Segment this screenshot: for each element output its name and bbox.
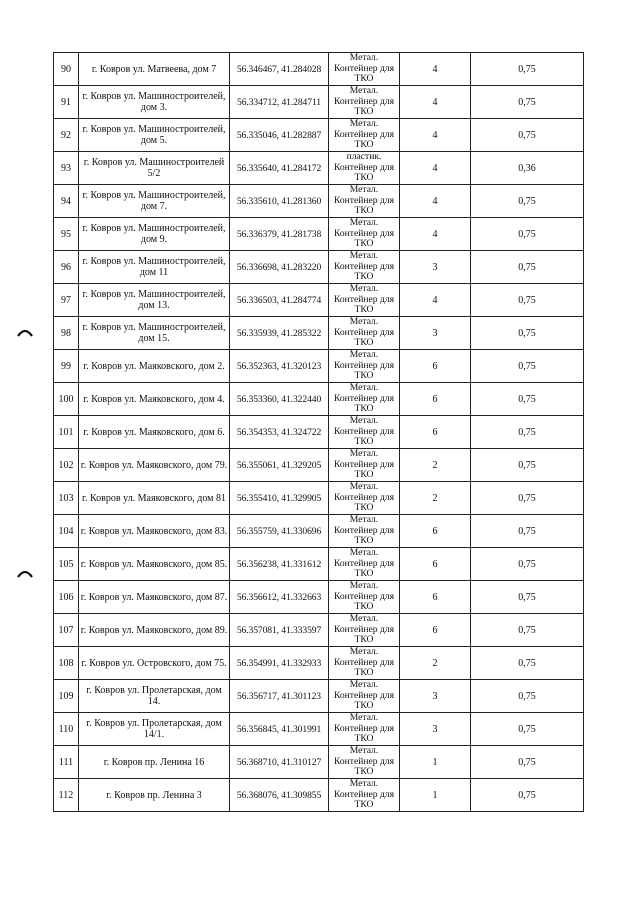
address-cell: г. Ковров ул. Маяковского, дом 87. (79, 581, 230, 614)
container-material: Метал. (349, 547, 379, 559)
container-material: Метал. (349, 283, 379, 295)
container-material: Метал. (349, 217, 379, 229)
container-waste-type: ТКО (354, 667, 374, 679)
container-volume-cell: 0,75 (471, 218, 584, 251)
table-row (54, 647, 584, 680)
coordinates-cell: 56.335939, 41.285322 (230, 317, 329, 350)
container-type-cell (329, 548, 400, 581)
container-type-cell (329, 416, 400, 449)
table-row (54, 185, 584, 218)
container-kind: Контейнер для (333, 260, 395, 272)
row-number: 104 (54, 515, 79, 548)
binding-hole-mark (17, 327, 33, 337)
row-number: 94 (54, 185, 79, 218)
container-waste-type: ТКО (354, 337, 374, 349)
table-row (54, 515, 584, 548)
container-count-cell: 3 (400, 713, 471, 746)
table-row (54, 713, 584, 746)
container-material: Метал. (349, 481, 379, 493)
container-waste-type: ТКО (354, 568, 374, 580)
table-row (54, 416, 584, 449)
container-material: Метал. (349, 514, 379, 526)
coordinates-cell: 56.356717, 41.301123 (230, 680, 329, 713)
address-cell: г. Ковров ул. Машиностроителей, дом 7. (79, 185, 230, 218)
table-row (54, 86, 584, 119)
container-material: Метал. (349, 382, 379, 394)
row-number: 106 (54, 581, 79, 614)
address-cell: г. Ковров ул. Маяковского, дом 2. (79, 350, 230, 383)
container-type-cell (329, 647, 400, 680)
container-material: Метал. (349, 85, 379, 97)
row-number: 109 (54, 680, 79, 713)
container-volume-cell: 0,36 (471, 152, 584, 185)
container-material: Метал. (349, 646, 379, 658)
address-cell: г. Ковров ул. Маяковского, дом 85. (79, 548, 230, 581)
container-type-cell (329, 284, 400, 317)
container-count-cell: 3 (400, 251, 471, 284)
container-kind: Контейнер для (333, 689, 395, 701)
coordinates-cell: 56.334712, 41.284711 (230, 86, 329, 119)
table-row (54, 284, 584, 317)
container-waste-type: ТКО (354, 601, 374, 613)
container-waste-type: ТКО (354, 205, 374, 217)
container-material: Метал. (349, 118, 379, 130)
container-count-cell: 4 (400, 185, 471, 218)
binding-hole-mark (17, 568, 33, 578)
container-kind: Контейнер для (333, 227, 395, 239)
row-number: 93 (54, 152, 79, 185)
table-row (54, 614, 584, 647)
address-cell: г. Ковров ул. Машиностроителей, дом 9. (79, 218, 230, 251)
container-volume-cell: 0,75 (471, 449, 584, 482)
row-number: 103 (54, 482, 79, 515)
coordinates-cell: 56.335640, 41.284172 (230, 152, 329, 185)
container-type-cell (329, 581, 400, 614)
container-kind: Контейнер для (333, 755, 395, 767)
container-type-cell (329, 515, 400, 548)
container-waste-type: ТКО (354, 502, 374, 514)
container-waste-type: ТКО (354, 106, 374, 118)
container-volume-cell: 0,75 (471, 713, 584, 746)
container-kind: Контейнер для (333, 128, 395, 140)
container-waste-type: ТКО (354, 634, 374, 646)
container-kind: Контейнер для (333, 359, 395, 371)
row-number: 97 (54, 284, 79, 317)
coordinates-cell: 56.356238, 41.331612 (230, 548, 329, 581)
container-count-cell: 6 (400, 614, 471, 647)
container-count-cell: 6 (400, 515, 471, 548)
coordinates-cell: 56.356845, 41.301991 (230, 713, 329, 746)
address-cell: г. Ковров ул. Машиностроителей, дом 3. (79, 86, 230, 119)
address-cell: г. Ковров ул. Пролетарская, дом 14/1. (79, 713, 230, 746)
container-volume-cell: 0,75 (471, 779, 584, 812)
container-type-cell (329, 482, 400, 515)
container-material: Метал. (349, 52, 379, 64)
coordinates-cell: 56.335046, 41.282887 (230, 119, 329, 152)
container-material: Метал. (349, 415, 379, 427)
row-number: 111 (54, 746, 79, 779)
container-type-cell (329, 449, 400, 482)
row-number: 96 (54, 251, 79, 284)
coordinates-cell: 56.335610, 41.281360 (230, 185, 329, 218)
address-cell: г. Ковров ул. Машиностроителей, дом 11 (79, 251, 230, 284)
table-row (54, 119, 584, 152)
container-material: Метал. (349, 712, 379, 724)
container-volume-cell: 0,75 (471, 317, 584, 350)
container-count-cell: 6 (400, 383, 471, 416)
container-type-cell (329, 251, 400, 284)
row-number: 90 (54, 53, 79, 86)
address-cell: г. Ковров ул. Островского, дом 75. (79, 647, 230, 680)
container-count-cell: 4 (400, 119, 471, 152)
container-kind: Контейнер для (333, 557, 395, 569)
coordinates-cell: 56.355759, 41.330696 (230, 515, 329, 548)
address-cell: г. Ковров ул. Машиностроителей, дом 15. (79, 317, 230, 350)
container-material: Метал. (349, 679, 379, 691)
address-cell: г. Ковров ул. Маяковского, дом 79. (79, 449, 230, 482)
coordinates-cell: 56.368076, 41.309855 (230, 779, 329, 812)
container-waste-type: ТКО (354, 535, 374, 547)
row-number: 91 (54, 86, 79, 119)
container-waste-type: ТКО (354, 304, 374, 316)
container-volume-cell: 0,75 (471, 614, 584, 647)
address-cell: г. Ковров пр. Ленина 16 (79, 746, 230, 779)
container-type-cell (329, 218, 400, 251)
container-count-cell: 4 (400, 53, 471, 86)
container-kind: Контейнер для (333, 722, 395, 734)
container-material: Метал. (349, 778, 379, 790)
coordinates-cell: 56.357081, 41.333597 (230, 614, 329, 647)
container-count-cell: 6 (400, 548, 471, 581)
container-material: Метал. (349, 316, 379, 328)
container-volume-cell: 0,75 (471, 53, 584, 86)
container-waste-type: ТКО (354, 766, 374, 778)
container-volume-cell: 0,75 (471, 548, 584, 581)
container-waste-type: ТКО (354, 271, 374, 283)
table-row (54, 152, 584, 185)
coordinates-cell: 56.352363, 41.320123 (230, 350, 329, 383)
container-volume-cell: 0,75 (471, 119, 584, 152)
container-material: пластик. (346, 151, 382, 163)
container-type-cell (329, 350, 400, 383)
container-count-cell: 2 (400, 482, 471, 515)
coordinates-cell: 56.336503, 41.284774 (230, 284, 329, 317)
row-number: 102 (54, 449, 79, 482)
container-material: Метал. (349, 745, 379, 757)
container-type-cell (329, 185, 400, 218)
table-row (54, 680, 584, 713)
container-volume-cell: 0,75 (471, 185, 584, 218)
container-waste-type: ТКО (354, 799, 374, 811)
address-cell: г. Ковров ул. Маяковского, дом 81 (79, 482, 230, 515)
container-volume-cell: 0,75 (471, 251, 584, 284)
table-row (54, 218, 584, 251)
row-number: 110 (54, 713, 79, 746)
container-count-cell: 2 (400, 647, 471, 680)
container-count-cell: 3 (400, 680, 471, 713)
table-row (54, 350, 584, 383)
coordinates-cell: 56.336698, 41.283220 (230, 251, 329, 284)
row-number: 98 (54, 317, 79, 350)
table-row (54, 482, 584, 515)
container-type-cell (329, 86, 400, 119)
container-kind: Контейнер для (333, 458, 395, 470)
row-number: 112 (54, 779, 79, 812)
container-kind: Контейнер для (333, 392, 395, 404)
container-count-cell: 2 (400, 449, 471, 482)
container-volume-cell: 0,75 (471, 482, 584, 515)
container-material: Метал. (349, 613, 379, 625)
row-number: 101 (54, 416, 79, 449)
container-waste-type: ТКО (354, 469, 374, 481)
container-waste-type: ТКО (354, 238, 374, 250)
address-cell: г. Ковров ул. Маяковского, дом 83. (79, 515, 230, 548)
container-kind: Контейнер для (333, 293, 395, 305)
container-volume-cell: 0,75 (471, 383, 584, 416)
container-count-cell: 1 (400, 746, 471, 779)
address-cell: г. Ковров ул. Матвеева, дом 7 (79, 53, 230, 86)
container-type-cell (329, 317, 400, 350)
container-kind: Контейнер для (333, 161, 395, 173)
coordinates-cell: 56.346467, 41.284028 (230, 53, 329, 86)
container-count-cell: 3 (400, 317, 471, 350)
container-volume-cell: 0,75 (471, 284, 584, 317)
table-body (54, 53, 584, 812)
container-waste-type: ТКО (354, 700, 374, 712)
table-row (54, 251, 584, 284)
container-count-cell: 4 (400, 218, 471, 251)
container-waste-type: ТКО (354, 370, 374, 382)
coordinates-cell: 56.354991, 41.332933 (230, 647, 329, 680)
coordinates-cell: 56.356612, 41.332663 (230, 581, 329, 614)
address-cell: г. Ковров пр. Ленина 3 (79, 779, 230, 812)
row-number: 107 (54, 614, 79, 647)
container-kind: Контейнер для (333, 62, 395, 74)
address-cell: г. Ковров ул. Маяковского, дом 6. (79, 416, 230, 449)
container-material: Метал. (349, 184, 379, 196)
table-row (54, 746, 584, 779)
container-count-cell: 6 (400, 416, 471, 449)
container-volume-cell: 0,75 (471, 416, 584, 449)
container-type-cell (329, 680, 400, 713)
table-row (54, 317, 584, 350)
container-volume-cell: 0,75 (471, 680, 584, 713)
address-cell: г. Ковров ул. Машиностроителей, дом 5. (79, 119, 230, 152)
container-material: Метал. (349, 349, 379, 361)
container-type-cell (329, 614, 400, 647)
container-kind: Контейнер для (333, 590, 395, 602)
container-kind: Контейнер для (333, 194, 395, 206)
container-count-cell: 4 (400, 152, 471, 185)
address-cell: г. Ковров ул. Машиностроителей 5/2 (79, 152, 230, 185)
address-cell: г. Ковров ул. Пролетарская, дом 14. (79, 680, 230, 713)
row-number: 105 (54, 548, 79, 581)
container-count-cell: 4 (400, 86, 471, 119)
table-row (54, 548, 584, 581)
container-type-cell (329, 119, 400, 152)
coordinates-cell: 56.336379, 41.281738 (230, 218, 329, 251)
container-waste-type: ТКО (354, 139, 374, 151)
container-volume-cell: 0,75 (471, 350, 584, 383)
container-type-cell (329, 713, 400, 746)
coordinates-cell: 56.353360, 41.322440 (230, 383, 329, 416)
container-kind: Контейнер для (333, 656, 395, 668)
container-sites-table (53, 52, 577, 812)
container-type-cell (329, 53, 400, 86)
container-count-cell: 4 (400, 284, 471, 317)
coordinates-cell: 56.368710, 41.310127 (230, 746, 329, 779)
container-material: Метал. (349, 448, 379, 460)
table (53, 52, 584, 812)
table-row (54, 449, 584, 482)
address-cell: г. Ковров ул. Маяковского, дом 89. (79, 614, 230, 647)
address-cell: г. Ковров ул. Маяковского, дом 4. (79, 383, 230, 416)
container-volume-cell: 0,75 (471, 515, 584, 548)
row-number: 92 (54, 119, 79, 152)
container-waste-type: ТКО (354, 73, 374, 85)
row-number: 99 (54, 350, 79, 383)
table-row (54, 53, 584, 86)
container-count-cell: 6 (400, 350, 471, 383)
container-material: Метал. (349, 250, 379, 262)
container-material: Метал. (349, 580, 379, 592)
container-count-cell: 6 (400, 581, 471, 614)
container-kind: Контейнер для (333, 425, 395, 437)
container-kind: Контейнер для (333, 623, 395, 635)
container-type-cell (329, 383, 400, 416)
container-waste-type: ТКО (354, 403, 374, 415)
container-kind: Контейнер для (333, 491, 395, 503)
row-number: 108 (54, 647, 79, 680)
container-waste-type: ТКО (354, 733, 374, 745)
container-type-cell (329, 746, 400, 779)
container-kind: Контейнер для (333, 95, 395, 107)
coordinates-cell: 56.354353, 41.324722 (230, 416, 329, 449)
container-kind: Контейнер для (333, 524, 395, 536)
container-type-cell (329, 779, 400, 812)
container-waste-type: ТКО (354, 172, 374, 184)
table-row (54, 779, 584, 812)
table-row (54, 581, 584, 614)
container-kind: Контейнер для (333, 326, 395, 338)
coordinates-cell: 56.355061, 41.329205 (230, 449, 329, 482)
container-kind: Контейнер для (333, 788, 395, 800)
container-type-cell (329, 152, 400, 185)
address-cell: г. Ковров ул. Машиностроителей, дом 13. (79, 284, 230, 317)
container-volume-cell: 0,75 (471, 581, 584, 614)
coordinates-cell: 56.355410, 41.329905 (230, 482, 329, 515)
row-number: 100 (54, 383, 79, 416)
container-count-cell: 1 (400, 779, 471, 812)
container-volume-cell: 0,75 (471, 647, 584, 680)
row-number: 95 (54, 218, 79, 251)
table-row (54, 383, 584, 416)
container-volume-cell: 0,75 (471, 746, 584, 779)
container-waste-type: ТКО (354, 436, 374, 448)
container-volume-cell: 0,75 (471, 86, 584, 119)
